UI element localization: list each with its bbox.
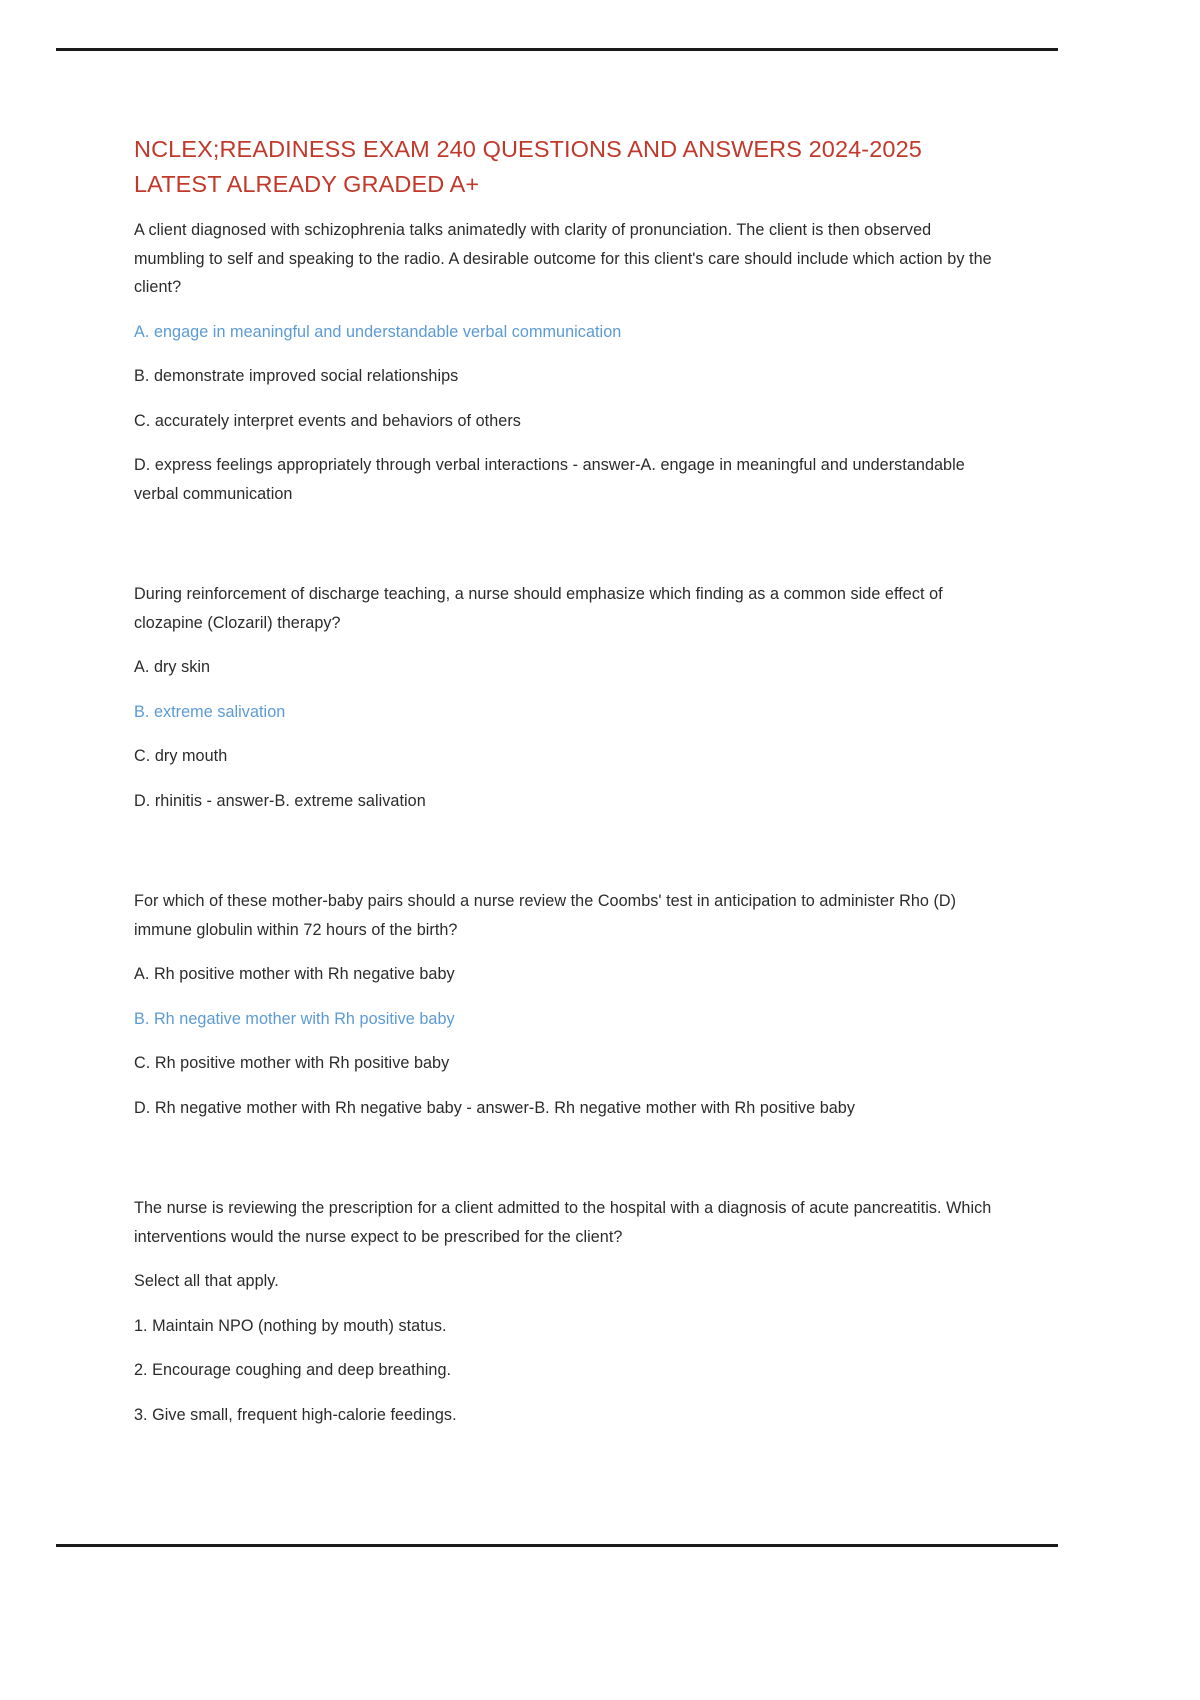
header-divider xyxy=(56,48,1058,51)
answer-option[interactable]: B. Rh negative mother with Rh positive baby xyxy=(134,1009,455,1028)
question-block-1 xyxy=(134,216,996,508)
question-stem: The nurse is reviewing the prescription for a client admitted to the hospital with a diagnosis of acute pancreatitis. Which interventions would the nurse expect to be prescribed for the client? xyxy=(134,1199,992,1246)
select-all-instruction: Select all that apply. xyxy=(134,1272,279,1290)
question-stem: For which of these mother-baby pairs should a nurse review the Coombs' test in anticipation to administer Rho (D) immune globulin within 72 hours of the birth? xyxy=(134,892,957,939)
answer-option[interactable]: C. dry mouth xyxy=(134,747,228,765)
page-title: NCLEX;READINESS EXAM 240 QUESTIONS AND ANSWERS 2024-2025 LATEST ALREADY GRADED A+ xyxy=(134,136,922,197)
block-spacer xyxy=(134,831,996,887)
block-spacer xyxy=(134,524,996,580)
footer-divider xyxy=(56,1544,1058,1547)
answer-option[interactable]: D. express feelings appropriately through verbal interactions - answer-A. engage in meaningful and understandable verbal communication xyxy=(134,456,965,503)
answer-option[interactable]: C. accurately interpret events and behaviors of others xyxy=(134,411,521,430)
document-content xyxy=(134,132,996,1445)
block-spacer xyxy=(134,1138,996,1194)
answer-option[interactable]: 2. Encourage coughing and deep breathing. xyxy=(134,1361,452,1379)
answer-option[interactable]: A. dry skin xyxy=(134,658,211,676)
question-block-3 xyxy=(134,887,996,1122)
answer-option[interactable]: D. rhinitis - answer-B. extreme salivation xyxy=(134,791,426,810)
question-block-2 xyxy=(134,580,996,815)
question-stem: A client diagnosed with schizophrenia talks animatedly with clarity of pronunciation. The client is then observed mumbling to self and speaking to the radio. A desirable outcome for this client's care should include which action by the client? xyxy=(134,221,992,296)
answer-option[interactable]: D. Rh negative mother with Rh negative baby - answer-B. Rh negative mother with Rh positive baby xyxy=(134,1098,856,1117)
answer-option[interactable]: 1. Maintain NPO (nothing by mouth) status. xyxy=(134,1316,447,1335)
question-stem: During reinforcement of discharge teaching, a nurse should emphasize which finding as a common side effect of clozapine (Clozaril) therapy? xyxy=(134,585,943,632)
answer-option[interactable]: 3. Give small, frequent high-calorie feedings. xyxy=(134,1405,457,1424)
answer-option[interactable]: A. engage in meaningful and understandable verbal communication xyxy=(134,322,622,341)
answer-option[interactable]: C. Rh positive mother with Rh positive baby xyxy=(134,1054,450,1072)
answer-option[interactable]: B. demonstrate improved social relationships xyxy=(134,367,459,385)
answer-option[interactable]: A. Rh positive mother with Rh negative baby xyxy=(134,965,455,983)
answer-option[interactable]: B. extreme salivation xyxy=(134,702,286,721)
question-block-4 xyxy=(134,1194,996,1429)
